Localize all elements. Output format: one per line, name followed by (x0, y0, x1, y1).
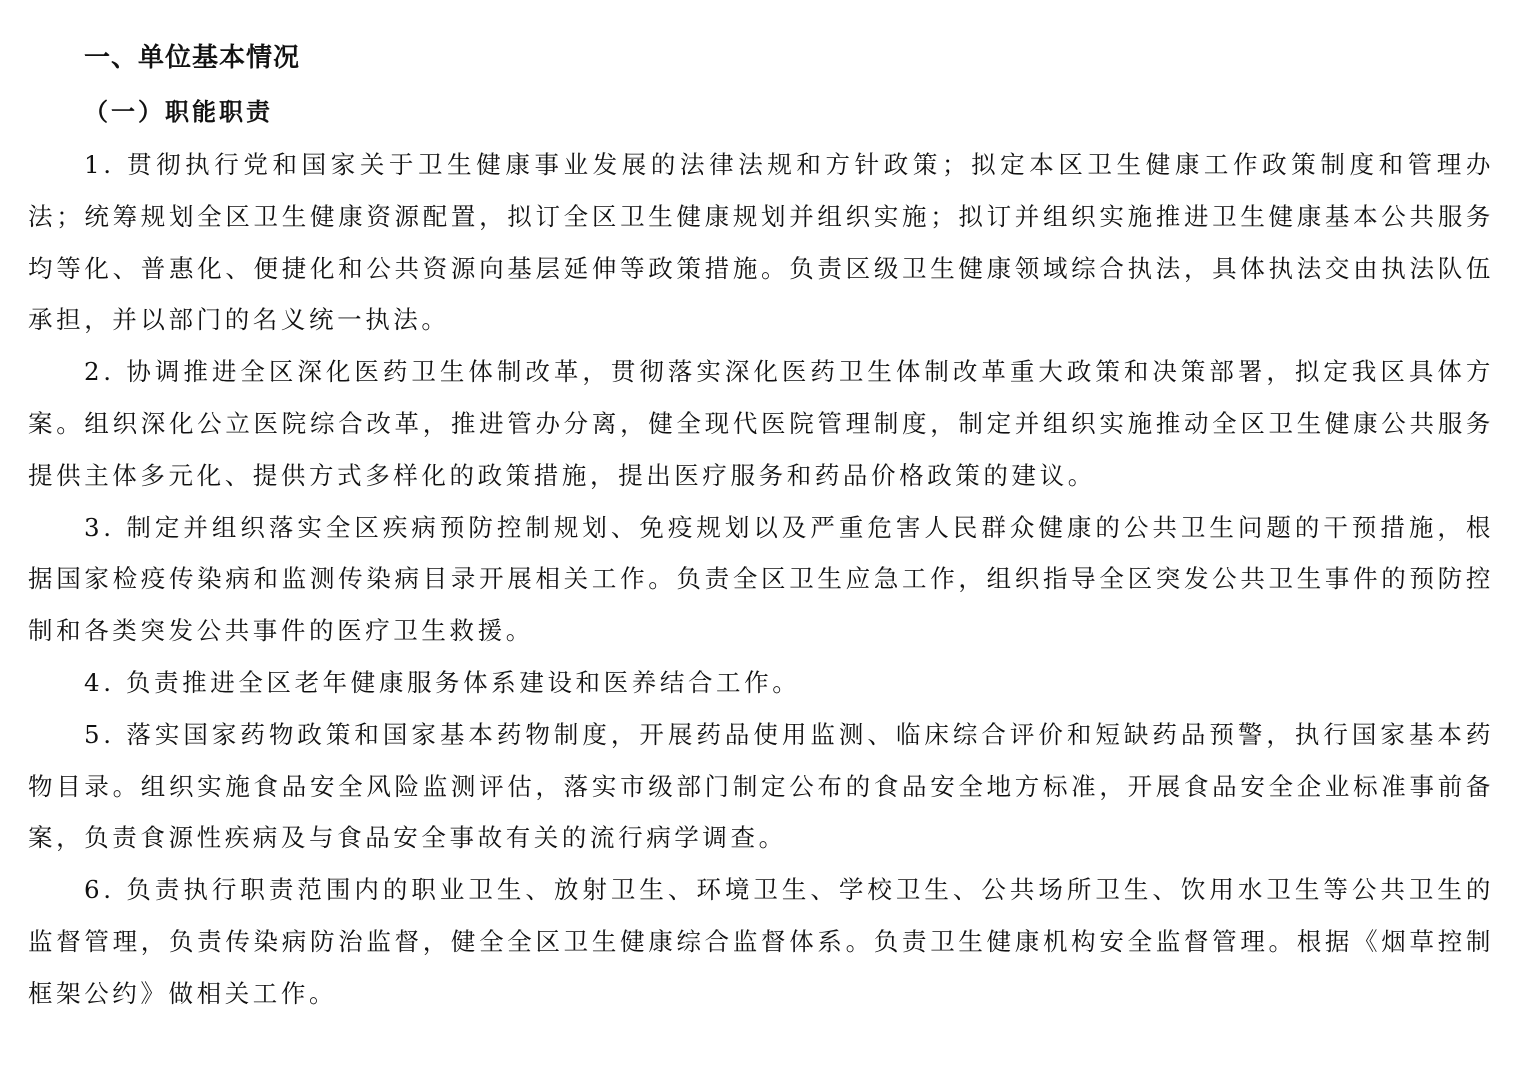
duty-paragraph-5: 5. 落实国家药物政策和国家基本药物制度，开展药品使用监测、临床综合评价和短缺药品预警，执行国家基本药物目录。组织实施食品安全风险监测评估，落实市级部门制定公布的食品安全地方标准，开展食品安全企业标准事前备案，负责食源性疾病及与食品安全事故有关的流行病学调查。 (28, 719, 1494, 853)
duty-paragraph-2: 2. 协调推进全区深化医药卫生体制改革，贯彻落实深化医药卫生体制改革重大政策和决策部署，拟定我区具体方案。组织深化公立医院综合改革，推进管办分离，健全现代医院管理制度，制定并组织实施推动全区卫生健康公共服务提供主体多元化、提供方式多样化的政策措施，提出医疗服务和药品价格政策的建议。 (28, 357, 1494, 490)
duties-list (28, 139, 1494, 1020)
section-heading: 一、单位基本情况 (84, 43, 301, 73)
duty-paragraph-4: 4. 负责推进全区老年健康服务体系建设和医养结合工作。 (84, 667, 801, 697)
duty-paragraph-1: 1. 贯彻执行党和国家关于卫生健康事业发展的法律法规和方针政策；拟定本区卫生健康工作政策制度和管理办法；统筹规划全区卫生健康资源配置，拟订全区卫生健康规划并组织实施；拟订并组织实施推进卫生健康基本公共服务均等化、普惠化、便捷化和公共资源向基层延伸等政策措施。负责区级卫生健康领域综合执法，具体执法交由执法队伍承担，并以部门的名义统一执法。 (28, 150, 1494, 335)
duty-paragraph-6: 6. 负责执行职责范围内的职业卫生、放射卫生、环境卫生、学校卫生、公共场所卫生、饮用水卫生等公共卫生的监督管理，负责传染病防治监督，健全全区卫生健康综合监督体系。负责卫生健康机构安全监督管理。根据《烟草控制框架公约》做相关工作。 (28, 875, 1494, 1008)
subsection-heading: （一）职能职责 (84, 97, 273, 126)
duty-paragraph-3: 3. 制定并组织落实全区疾病预防控制规划、免疫规划以及严重危害人民群众健康的公共卫生问题的干预措施，根据国家检疫传染病和监测传染病目录开展相关工作。负责全区卫生应急工作，组织指导全区突发公共卫生事件的预防控制和各类突发公共事件的医疗卫生救援。 (28, 512, 1494, 646)
